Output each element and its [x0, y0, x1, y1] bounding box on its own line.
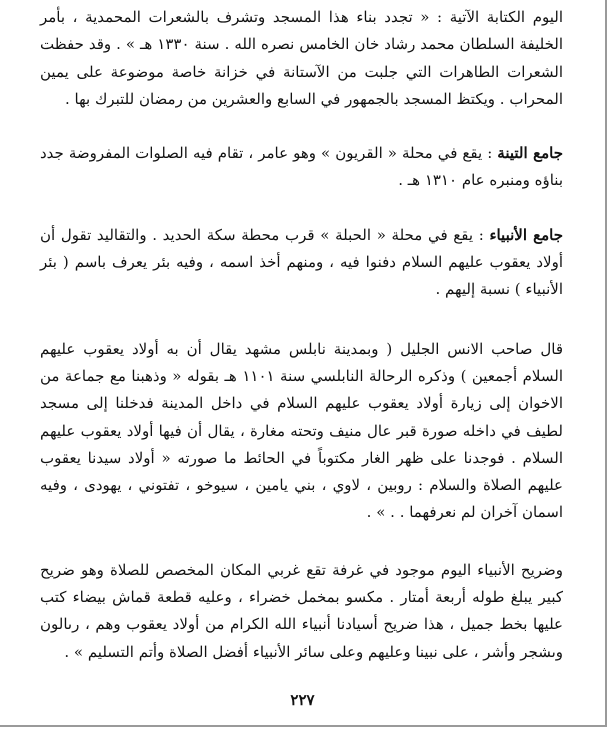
paragraph-shaarat — [40, 4, 563, 113]
paragraph-text: : يقع في محلة « الحبلة » قرب محطة سكة الحديد . والتقاليد تقول أن أولاد يعقوب عليهم السلام دفنوا فيه ، ومنهم أخذ اسمه ، وفيه بئر يعرف باسم ( بئر الأنبياء ) نسبة إليهم . — [40, 225, 563, 299]
paragraph-anbiya-mosque — [40, 222, 563, 304]
paragraph-text: : يقع في محلة « القريون » وهو عامر ، تقام فيه الصلوات المفروضة جدد بناؤه ومنبره عام ١٣١٠ هـ . — [40, 144, 563, 190]
paragraph-uns-jalil-quote — [40, 336, 563, 527]
paragraph-text: وضريح الأنبياء اليوم موجود في غرفة تقع غربي المكان المخصص للصلاة وهو ضريح كبير يبلغ طوله أربعة أمتار . مكسو بمخمل خضراء ، وعليه قطعة قماش بيضاء كتب عليها بخط جميل ، هذا ضريح أسيادنا أنبياء الله الكرام من أولاد يعقوب وهم ، رىالون وىشجر وأشر ، على نبينا وعليهم وعلى سائر الأنبياء أفضل الصلاة وأتم التسليم » . — [40, 560, 563, 661]
page-number: ٢٢٧ — [290, 691, 315, 709]
paragraph-gap — [40, 113, 563, 140]
document-body — [40, 4, 563, 666]
section-heading-anbiya-mosque: جامع الأنبياء — [489, 225, 563, 244]
paragraph-gap — [40, 304, 563, 336]
paragraph-gap — [40, 195, 563, 222]
paragraph-gap — [40, 527, 563, 557]
paragraph-text: اليوم الكتابة الآتية : « تجدد بناء هذا المسجد وتشرف بالشعرات المحمدية ، بأمر الخليفة السلطان محمد رشاد خان الخامس نصره الله . سنة ١٣٣٠ هـ » . وقد حفظت الشعرات الطاهرات التي جلبت من الآستانة في خزانة خاصة موضوعة على يمين المحراب . ويكتظ المسجد بالجمهور في السابع والعشرين من رمضان للتبرك بها . — [40, 8, 564, 108]
section-heading-tina-mosque: جامع التينة — [497, 144, 563, 163]
paragraph-text: قال صاحب الانس الجليل ( وبمدينة نابلس مشهد يقال أن به أولاد يعقوب عليهم السلام أجمعين ) وذكره الرحالة النابلسي سنة ١١٠١ هـ بقوله « وذهبنا مع جماعة من الاخوان إلى زيارة أولاد يعقوب عليهم السلام في داخل المدينة فدخلنا إلى مسجد لطيف في داخله صورة قبر عال منيف وتحته مغارة ، يقال أن فيها أولاد يعقوب عليهم السلام . فوجدنا على ظهر الغار مكتوباً في الحائط ما صورته « أولاد سيدنا يعقوب عليهم الصلاة والسلام : روبين ، لاوي ، بني يامين ، سيوخو ، تفتوني ، يهودى ، وفيه اسمان آخران لم نعرفهما . . » . — [40, 339, 564, 522]
paragraph-tina-mosque — [40, 140, 563, 195]
paragraph-anbiya-tomb — [40, 557, 563, 666]
